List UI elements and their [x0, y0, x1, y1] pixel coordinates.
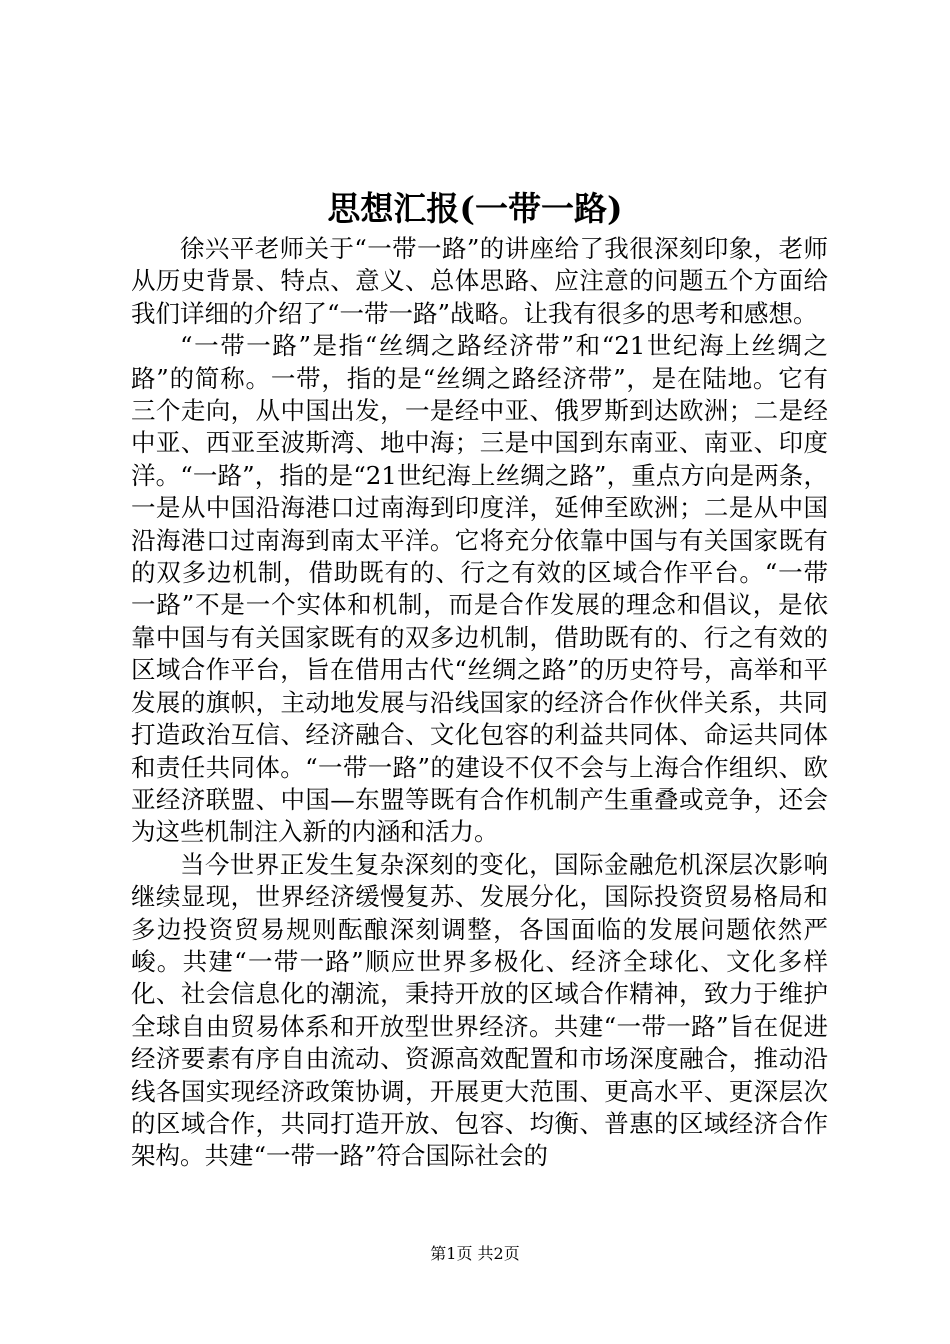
paragraph-2: “一带一路”是指“丝绸之路经济带”和“21世纪海上丝绸之路”的简称。一带，指的是“丝绸之路经济带”，是在陆地。它有三个走向，从中国出发，一是经中亚、俄罗斯到达欧洲；二是经中亚、西亚至波斯湾、地中海；三是中国到东南亚、南亚、印度洋。“一路”，指的是“21世纪海上丝绸之路”，重点方向是两条，一是从中国沿海港口过南海到印度洋，延伸至欧洲；二是从中国沿海港口过南海到南太平洋。它将充分依靠中国与有关国家既有的双多边机制，借助既有的、行之有效的区域合作平台。“一带一路”不是一个实体和机制，而是合作发展的理念和倡议，是依靠中国与有关国家既有的双多边机制，借助既有的、行之有效的区域合作平台，旨在借用古代“丝绸之路”的历史符号，高举和平发展的旗帜，主动地发展与沿线国家的经济合作伙伴关系，共同打造政治互信、经济融合、文化包容的利益共同体、命运共同体和责任共同体。“一带一路”的建设不仅不会与上海合作组织、欧亚经济联盟、中国—东盟等既有合作机制产生重叠或竞争，还会为这些机制注入新的内涵和活力。	[131, 331, 828, 847]
document-body	[131, 233, 828, 1173]
document-title: 思想汇报(一带一路)	[327, 189, 623, 228]
paragraph-1: 徐兴平老师关于“一带一路”的讲座给了我很深刻印象，老师从历史背景、特点、意义、总体思路、应注意的问题五个方面给我们详细的介绍了“一带一路”战略。让我有很多的思考和感想。	[131, 234, 828, 328]
paragraph-3: 当今世界正发生复杂深刻的变化，国际金融危机深层次影响继续显现，世界经济缓慢复苏、发展分化，国际投资贸易格局和多边投资贸易规则酝酿深刻调整，各国面临的发展问题依然严峻。共建“一带一路”顺应世界多极化、经济全球化、文化多样化、社会信息化的潮流，秉持开放的区域合作精神，致力于维护全球自由贸易体系和开放型世界经济。共建“一带一路”旨在促进经济要素有序自由流动、资源高效配置和市场深度融合，推动沿线各国实现经济政策协调，开展更大范围、更高水平、更深层次的区域合作，共同打造开放、包容、均衡、普惠的区域经济合作架构。共建“一带一路”符合国际社会的	[131, 849, 828, 1171]
page-number-footer: 第1页 共2页	[430, 1244, 520, 1263]
